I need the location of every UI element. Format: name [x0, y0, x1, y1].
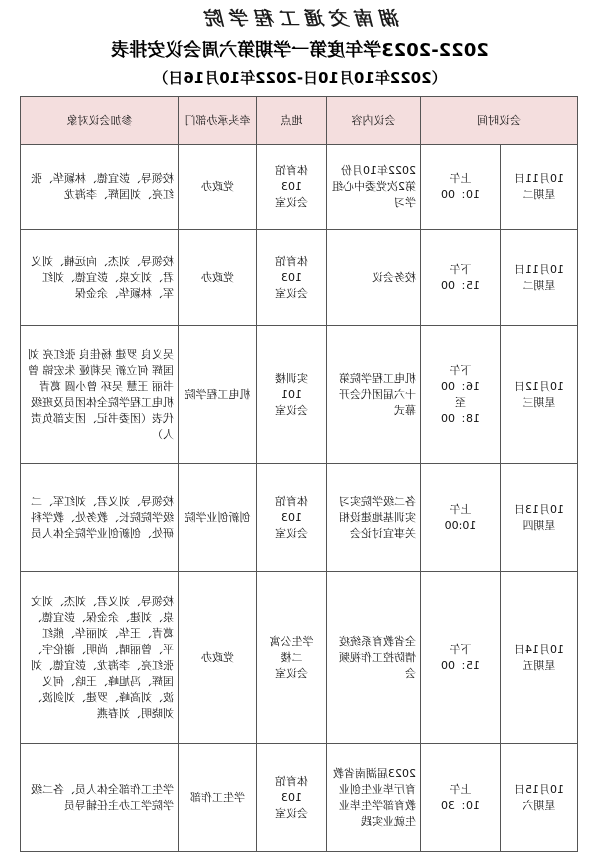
row-attendees: 吴义良 罗建 杨佳良 张红亮 刘国辉 何立新 吴莉娅 朱宏锦 曾书丽 王慧 吴环 曾小圆 葛青 机电工程学院全体团员及班级代表（团委书记、团支部负责人） [21, 326, 179, 464]
date-range-subtitle: （2022年10月10日-2022年10月16日） [153, 69, 447, 87]
row-location: 体育馆 103 会议室 [257, 744, 327, 852]
row-date: 10月13日 星期四 [501, 464, 578, 572]
row-date: 10月14日 星期五 [501, 572, 578, 744]
row-location: 体育馆 103 会议室 [257, 230, 327, 326]
row-time: 下午 15：00 [421, 230, 501, 326]
school-logo: 湖南交通工程学院 [200, 8, 401, 30]
row-department: 党政办 [179, 572, 257, 744]
row-department: 学生工作部 [179, 744, 257, 852]
row-location: 体育馆 103 会议室 [257, 464, 327, 572]
header-location: 地点 [257, 97, 327, 145]
row-department: 机电工程学院 [179, 326, 257, 464]
table-row [21, 230, 578, 326]
row-location: 体育馆 103 会议室 [257, 145, 327, 230]
table-header-row [21, 97, 578, 145]
row-attendees: 校领导、刘义君、刘杰、刘文泉、刘建、余金保、彭宜德、葛青、王华、刘丽华、熊红平、曾丽晴、尚明、谢伦宇、张红亮、李海龙、彭宜德、刘国辉、冯旭峰、王晗、何义波、刘高峰、罗建、刘剑波、刘晓明、刘春燕 [21, 572, 179, 744]
row-content: 机电工程学院第十六届团代会开幕式 [327, 326, 421, 464]
row-attendees: 校领导、刘义君、刘红军、二级学院院长、教务处、教学科研处、创新创业学院全体人员 [21, 464, 179, 572]
row-attendees: 校领导、彭宜德、林颖华、张红亮、刘国辉、李海龙 [21, 145, 179, 230]
row-time: 上午 10：30 [421, 744, 501, 852]
row-department: 创新创业学院 [179, 464, 257, 572]
table-row [21, 326, 578, 464]
row-department: 党政办 [179, 145, 257, 230]
page-title: 2022-2023学年度第一学期第六周会议安排表 [111, 40, 489, 61]
row-time: 下午 15：00 [421, 572, 501, 744]
row-time: 下午 16：00 至 18：00 [421, 326, 501, 464]
row-time: 上午 10：00 [421, 145, 501, 230]
header-attendees: 参加会议对象 [21, 97, 179, 145]
meeting-schedule-table [20, 96, 578, 852]
row-date: 10月11日 星期二 [501, 230, 578, 326]
row-time: 上午 10:00 [421, 464, 501, 572]
row-date: 10月11日 星期二 [501, 145, 578, 230]
row-content: 全省教育系统疫情防控工作视频会 [327, 572, 421, 744]
table-row [21, 744, 578, 852]
header-lead-department: 牵头承办部门 [179, 97, 257, 145]
header-meeting-time: 会议时间 [421, 97, 578, 145]
table-row [21, 572, 578, 744]
header-meeting-content: 会议内容 [327, 97, 421, 145]
row-content: 2022年10月份第2次党委中心组学习 [327, 145, 421, 230]
row-department: 党政办 [179, 230, 257, 326]
row-attendees: 校领导、刘杰、向远楠、刘义君、刘文泉、彭宜德、刘红军、林颖华、余金保 [21, 230, 179, 326]
row-attendees: 学生工作部全体人员、各二级学院学工办主任辅导员 [21, 744, 179, 852]
row-content: 2023届湖南省教育厅毕业生创业教育部学生毕业生就业实践 [327, 744, 421, 852]
table-row [21, 145, 578, 230]
row-date: 10月12日 星期三 [501, 326, 578, 464]
row-content: 校务会议 [327, 230, 421, 326]
row-location: 学生公寓 二楼 会议室 [257, 572, 327, 744]
row-content: 各二级学院实习实训基地建设相关事宜讨论会 [327, 464, 421, 572]
row-date: 10月15日 星期六 [501, 744, 578, 852]
table-row [21, 464, 578, 572]
row-location: 实训楼 101 会议室 [257, 326, 327, 464]
